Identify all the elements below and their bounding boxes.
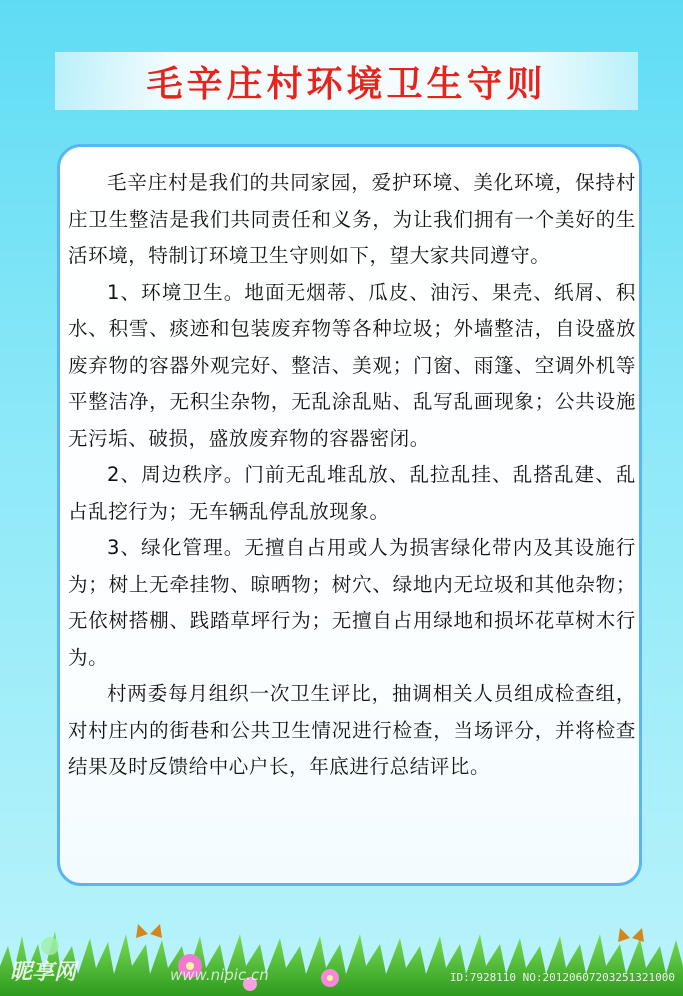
title-banner xyxy=(55,52,638,110)
intro-paragraph: 毛辛庄村是我们的共同家园，爱护环境、美化环境，保持村庄卫生整洁是我们共同责任和义务，为让我们拥有一个美好的生活环境，特制订环境卫生守则如下，望大家共同遵守。 xyxy=(68,171,636,267)
rules-panel xyxy=(57,144,642,886)
butterfly-icon xyxy=(136,924,644,942)
page-title: 毛辛庄村环境卫生守则 xyxy=(146,63,547,105)
rule-environment: 1、环境卫生。地面无烟蒂、瓜皮、油污、果壳、纸屑、积水、积雪、痰迹和包装废弃物等各种垃圾；外墙整洁，自设盛放废弃物的容器外观完好、整洁、美观；门窗、雨篷、空调外机等平整洁净，无积尘杂物，无乱涂乱贴、乱写乱画现象；公共设施无污垢、破损，盛放废弃物的容器密闭。 xyxy=(68,280,636,450)
rule-order: 2、周边秩序。门前无乱堆乱放、乱拉乱挂、乱搭乱建、乱占乱挖行为；无车辆乱停乱放现象。 xyxy=(68,463,636,523)
rules-text xyxy=(68,165,636,786)
closing-paragraph: 村两委每月组织一次卫生评比，抽调相关人员组成检查组，对村庄内的街巷和公共卫生情况进行检查，当场评分，并将检查结果及时反馈给中心户长，年底进行总结评比。 xyxy=(68,682,636,778)
watermark-site: www.nipic.cn xyxy=(170,966,269,984)
watermark-brand: 昵享网 xyxy=(10,960,77,985)
rule-greening: 3、绿化管理。无擅自占用或人为损害绿化带内及其设施行为；树上无牵挂物、晾晒物；树穴、绿地内无垃圾和其他杂物；无依树搭棚、践踏草坪行为；无擅自占用绿地和损坏花草树木行为。 xyxy=(68,536,636,669)
watermark-id: ID:7928110 NO:20120607203251321000 xyxy=(449,971,675,984)
grass-decoration xyxy=(0,916,683,996)
